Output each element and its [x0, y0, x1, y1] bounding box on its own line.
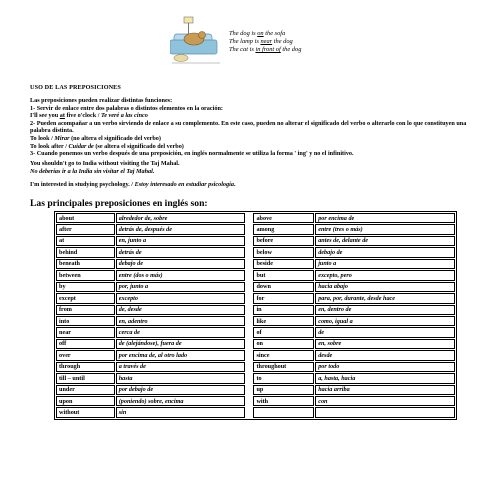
table-row — [56, 327, 455, 337]
preposition-spanish: excepto — [116, 293, 246, 303]
preposition-english: on — [253, 339, 314, 349]
table-row — [56, 282, 455, 292]
column-gap — [246, 247, 252, 257]
preposition-english: from — [56, 305, 115, 315]
example-1-spanish: No deberías ir a la India sin visitar el Taj Mahal. — [30, 167, 155, 175]
table-row — [56, 213, 455, 223]
preposition-spanish: como, igual a — [315, 316, 455, 326]
preposition-spanish: desde — [315, 350, 455, 360]
column-gap — [246, 224, 252, 234]
column-gap — [246, 316, 252, 326]
table-row — [56, 373, 455, 383]
dog-cat-sofa-illustration — [170, 14, 222, 66]
table-row — [56, 350, 455, 360]
example-2-spanish: Estoy interesado en estudiar psicología — [134, 181, 234, 188]
preposition-spanish: debajo de — [315, 247, 455, 257]
column-gap — [246, 236, 252, 246]
preposition-english: since — [253, 350, 314, 360]
dog-head — [199, 32, 206, 39]
caption-prep: near — [260, 38, 273, 45]
table-row — [56, 236, 455, 246]
preposition-spanish: de, desde — [116, 305, 246, 315]
preposition-english: behind — [56, 247, 115, 257]
preposition-english: beside — [253, 259, 314, 269]
table-row — [56, 316, 455, 326]
caption-line: The lamp is near the dog — [229, 38, 293, 45]
function-2-example: To look after / Cuidar de (se altera el significado del verbo) — [30, 142, 184, 150]
example-1 — [30, 160, 475, 175]
preposition-english: till – until — [56, 373, 115, 383]
preposition-spanish: en, dentro de — [315, 305, 455, 315]
preposition-english: except — [56, 293, 115, 303]
preposition-spanish: de (alejándose), fuera de — [116, 339, 246, 349]
column-gap — [246, 407, 252, 417]
preposition-spanish: con — [315, 396, 455, 406]
preposition-spanish: hasta — [116, 373, 246, 383]
table-row — [56, 362, 455, 372]
column-gap — [246, 293, 252, 303]
preposition-english: but — [253, 270, 314, 280]
preposition-english: throughout — [253, 362, 314, 372]
preposition-english: beneath — [56, 259, 115, 269]
preposition-english: for — [253, 293, 314, 303]
preposition-spanish: a través de — [116, 362, 246, 372]
preposition-english: among — [253, 224, 314, 234]
table-row — [56, 259, 455, 269]
prepositions-table-body — [56, 213, 455, 418]
section-title: USO DE LAS PREPOSICIONES — [30, 84, 121, 91]
function-1: 1- Servir de enlace entre dos palabras o distintos elementos en la oración: — [30, 104, 223, 112]
illustration-captions — [229, 30, 301, 54]
preposition-spanish: por encima de — [315, 213, 455, 223]
preposition-english: before — [253, 236, 314, 246]
preposition-spanish: por todo — [315, 362, 455, 372]
preposition-english: of — [253, 327, 314, 337]
preposition-english: up — [253, 385, 314, 395]
preposition-spanish: detrás de — [116, 247, 246, 257]
preposition-english: after — [56, 224, 115, 234]
preposition-spanish — [315, 407, 455, 417]
table-row — [56, 247, 455, 257]
preposition-spanish: junto a — [315, 259, 455, 269]
intro-line: Las preposiciones pueden realizar distintas funciones: — [30, 97, 173, 104]
preposition-spanish: de — [315, 327, 455, 337]
preposition-spanish: entre (tres o más) — [315, 224, 455, 234]
preposition-english: by — [56, 282, 115, 292]
table-row — [56, 339, 455, 349]
preposition-spanish: debajo de — [116, 259, 246, 269]
table-row — [56, 224, 455, 234]
function-2-example: To look / Mirar (no altera el significado del verbo) — [30, 134, 161, 142]
function-3: 3- Cuando ponemos un verbo después de una preposición, en inglés normalmente se utiliza la forma ' ing' y no el infinitivo. — [30, 150, 354, 158]
preposition-spanish: por debajo de — [116, 385, 246, 395]
column-gap — [246, 373, 252, 383]
preposition-english: near — [56, 327, 115, 337]
cat — [174, 55, 188, 62]
preposition-english: like — [253, 316, 314, 326]
body-text — [30, 97, 475, 158]
preposition-english: to — [253, 373, 314, 383]
preposition-english: under — [56, 385, 115, 395]
preposition-english: upon — [56, 396, 115, 406]
preposition-spanish: cerca de — [116, 327, 246, 337]
table-row — [56, 396, 455, 406]
preposition-spanish: en, junto a — [116, 236, 246, 246]
table-row — [56, 407, 455, 417]
preposition-spanish: antes de, delante de — [315, 236, 455, 246]
preposition-spanish: por encima de, al otro lado — [116, 350, 246, 360]
preposition-spanish: entre (dos o más) — [116, 270, 246, 280]
preposition-english: down — [253, 282, 314, 292]
function-2: 2- Pueden acompañar a un verbo sirviendo de enlace a su complemento. En este caso, pueden no alterar el significado del verbo o alterarlo con lo que constituyen una palabra distinta. — [30, 119, 467, 135]
table-row — [56, 270, 455, 280]
function-1-example: I'll see you at five o'clock / Te veré a las cinco — [30, 112, 148, 120]
table-row — [56, 305, 455, 315]
lamp-shade — [184, 17, 193, 23]
preposition-english: below — [253, 247, 314, 257]
preposition-spanish: hacia arriba — [315, 385, 455, 395]
preposition-spanish: (poniendo) sobre, encima — [116, 396, 246, 406]
preposition-spanish: excepto, pero — [315, 270, 455, 280]
column-gap — [246, 362, 252, 372]
column-gap — [246, 327, 252, 337]
example-2: I'm interested in studying psychology. / Estoy interesado en estudiar psicología. — [30, 181, 236, 188]
preposition-spanish: hacia abajo — [315, 282, 455, 292]
table-title: Las principales preposiciones en inglés son: — [30, 198, 208, 209]
preposition-english: through — [56, 362, 115, 372]
preposition-english: between — [56, 270, 115, 280]
preposition-spanish: en, adentro — [116, 316, 246, 326]
column-gap — [246, 305, 252, 315]
preposition-english: about — [56, 213, 115, 223]
column-gap — [246, 385, 252, 395]
preposition-spanish: en, sobre — [315, 339, 455, 349]
preposition-spanish: detrás de, después de — [116, 224, 246, 234]
caption-prep: on — [257, 30, 264, 37]
caption-line: The cat is in front of the dog — [229, 46, 302, 53]
preposition-english: without — [56, 407, 115, 417]
preposition-english: with — [253, 396, 314, 406]
preposition-spanish: por, junto a — [116, 282, 246, 292]
caption-line: The dog is on the sofa — [229, 30, 286, 37]
column-gap — [246, 270, 252, 280]
preposition-english: above — [253, 213, 314, 223]
prepositions-table — [54, 211, 457, 420]
column-gap — [246, 350, 252, 360]
column-gap — [246, 339, 252, 349]
preposition-spanish: a, hasta, hacia — [315, 373, 455, 383]
preposition-english: off — [56, 339, 115, 349]
table-row — [56, 293, 455, 303]
example-1-english: You shouldn't go to India without visiting the Taj Mahal. — [30, 160, 180, 167]
column-gap — [246, 396, 252, 406]
preposition-english: over — [56, 350, 115, 360]
caption-prep: in front of — [255, 46, 281, 53]
preposition-english — [253, 407, 314, 417]
preposition-english: in — [253, 305, 314, 315]
preposition-english: at — [56, 236, 115, 246]
preposition-english: into — [56, 316, 115, 326]
column-gap — [246, 213, 252, 223]
table-row — [56, 385, 455, 395]
column-gap — [246, 259, 252, 269]
column-gap — [246, 282, 252, 292]
preposition-spanish: para, por, durante, desde hace — [315, 293, 455, 303]
preposition-spanish: alrededor de, sobre — [116, 213, 246, 223]
preposition-spanish: sin — [116, 407, 246, 417]
example-2-english: I'm interested in studying psychology. / — [30, 181, 135, 188]
